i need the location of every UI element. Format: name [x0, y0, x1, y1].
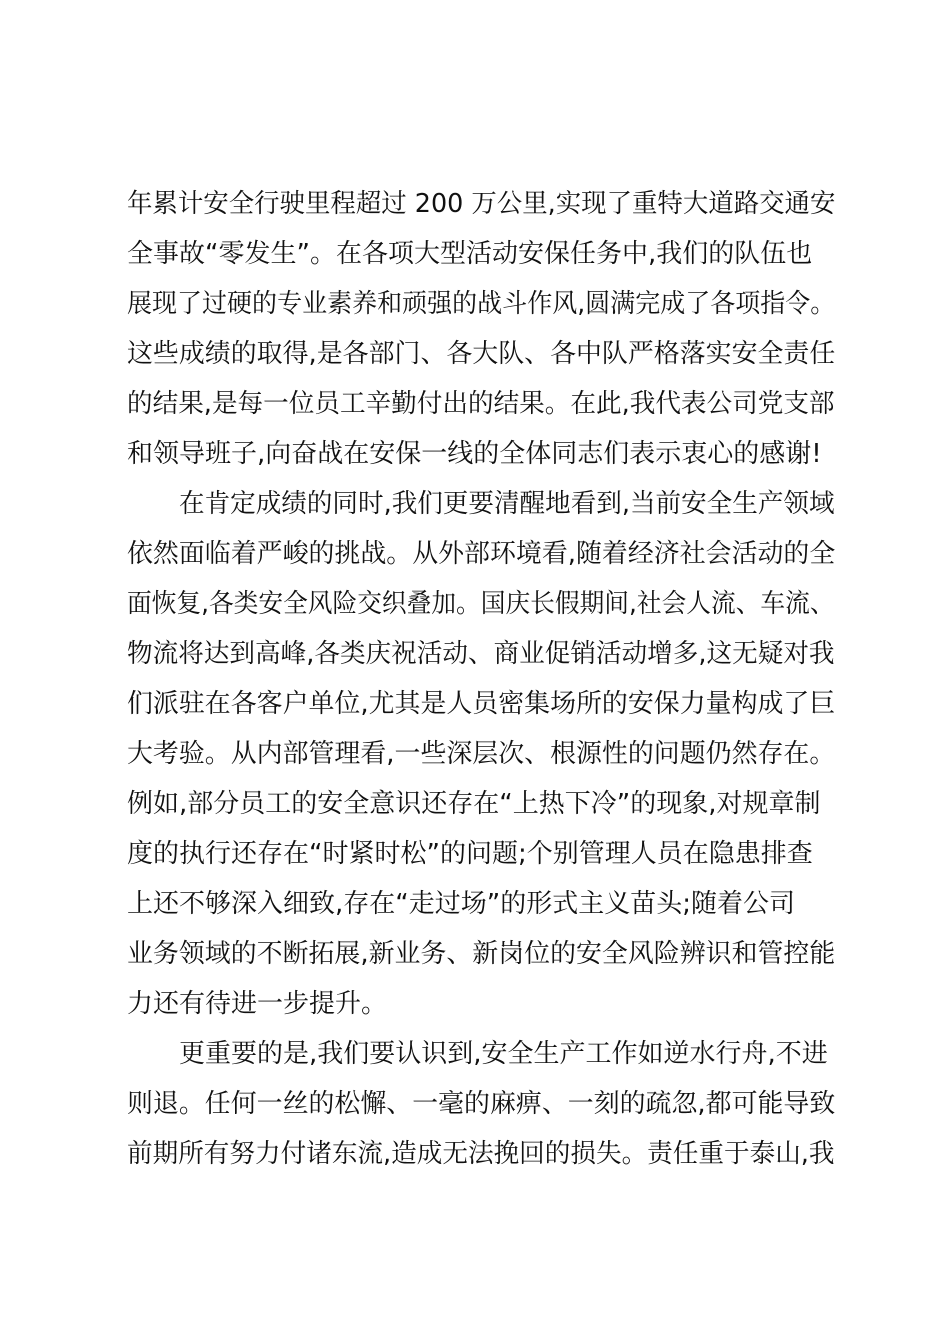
- text-line: 这些成绩的取得,是各部门、各大队、各中队严格落实安全责任: [127, 339, 836, 369]
- text-line: 面恢复,各类安全风险交织叠加。国庆长假期间,社会人流、车流、: [127, 589, 835, 619]
- text-line: 的结果,是每一位员工辛勤付出的结果。在此,我代表公司党支部: [127, 389, 835, 419]
- text-line: 上还不够深入细致,存在“走过场”的形式主义苗头;随着公司: [127, 889, 795, 919]
- text-line: 例如,部分员工的安全意识还存在“上热下冷”的现象,对规章制: [127, 789, 821, 819]
- text-line: 力还有待进一步提升。: [127, 989, 388, 1019]
- text-line: 们派驻在各客户单位,尤其是人员密集场所的安保力量构成了巨: [127, 689, 836, 719]
- text-line: 更重要的是,我们要认识到,安全生产工作如逆水行舟,不进: [179, 1039, 828, 1069]
- text-line: 在肯定成绩的同时,我们更要清醒地看到,当前安全生产领域: [179, 489, 835, 519]
- text-line: 年累计安全行驶里程超过 200 万公里,实现了重特大道路交通安: [127, 189, 836, 219]
- text-line: 依然面临着严峻的挑战。从外部环境看,随着经济社会活动的全: [127, 539, 836, 569]
- text-line: 展现了过硬的专业素养和顽强的战斗作风,圆满完成了各项指令。: [127, 289, 836, 319]
- text-line: 物流将达到高峰,各类庆祝活动、商业促销活动增多,这无疑对我: [127, 639, 835, 669]
- text-line: 度的执行还存在“时紧时松”的问题;个别管理人员在隐患排查: [127, 839, 813, 869]
- text-line: 前期所有努力付诸东流,造成无法挽回的损失。责任重于泰山,我: [127, 1139, 835, 1169]
- text-line: 大考验。从内部管理看,一些深层次、根源性的问题仍然存在。: [127, 739, 836, 769]
- text-line: 业务领域的不断拓展,新业务、新岗位的安全风险辨识和管控能: [127, 939, 836, 969]
- text-line: 全事故“零发生”。在各项大型活动安保任务中,我们的队伍也: [127, 239, 813, 269]
- text-line: 和领导班子,向奋战在安保一线的全体同志们表示衷心的感谢!: [127, 439, 822, 469]
- text-line: 则退。任何一丝的松懈、一毫的麻痹、一刻的疏忽,都可能导致: [127, 1089, 836, 1119]
